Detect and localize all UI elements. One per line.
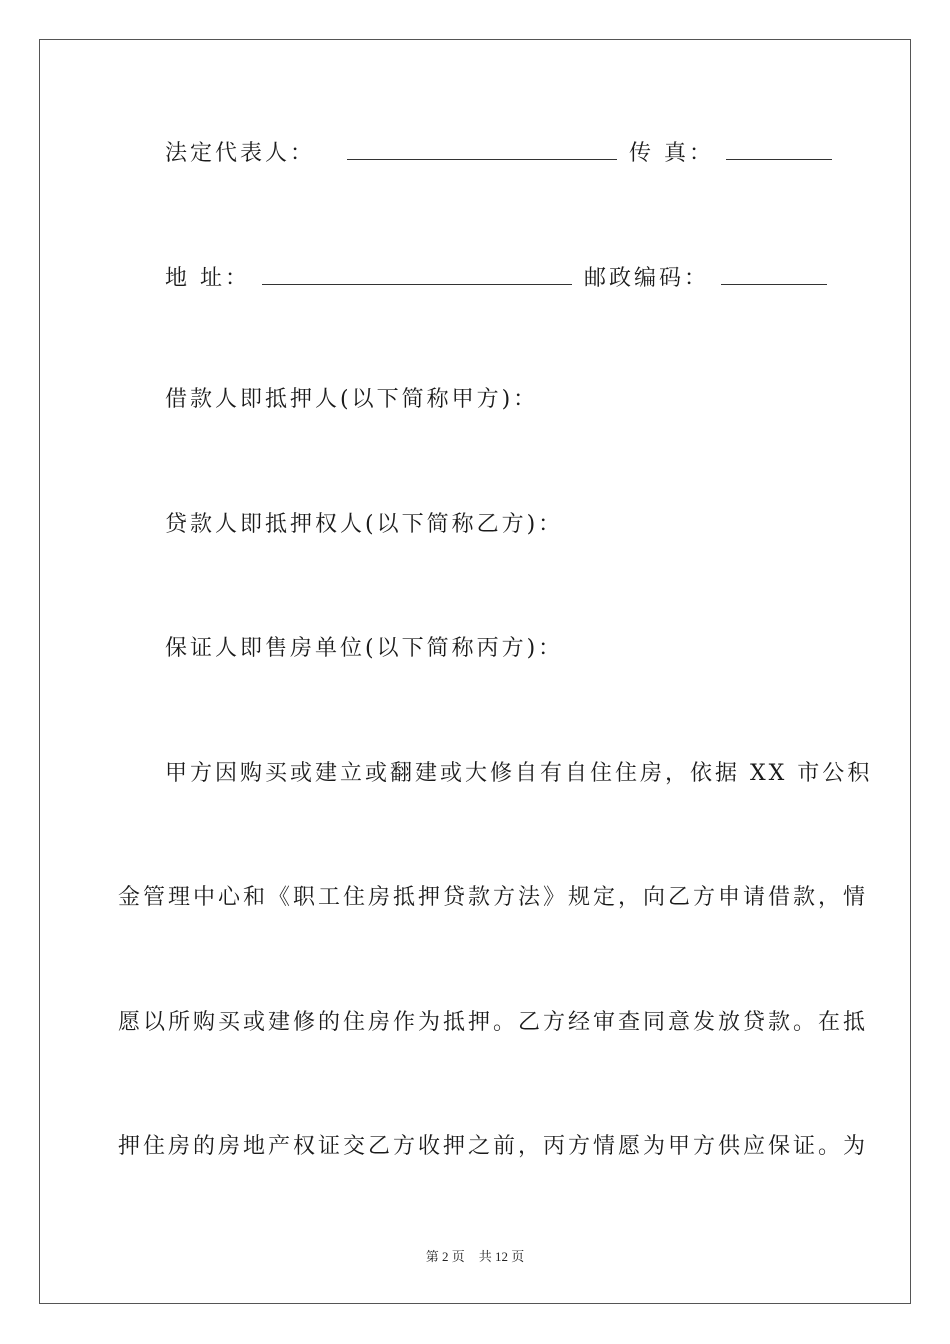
fax-label: 传 真： <box>629 141 715 166</box>
address-label: 地 址： <box>165 266 250 291</box>
body-line-1: 甲方因购买或建立或翻建或大修自有自住住房，依据 XX 市公积 <box>165 761 873 786</box>
page-frame <box>39 39 911 1304</box>
borrower-line: 借款人即抵押人(以下简称甲方)： <box>165 387 539 412</box>
postcode-blank[interactable] <box>721 262 827 285</box>
guarantor-line: 保证人即售房单位(以下简称丙方)： <box>165 636 564 661</box>
address-row <box>165 262 829 294</box>
body-line-3: 愿以所购买或建修的住房作为抵押。乙方经审查同意发放贷款。在抵 <box>118 1010 869 1035</box>
postcode-label: 邮政编码： <box>584 266 710 291</box>
body-line-2: 金管理中心和《职工住房抵押贷款方法》规定，向乙方申请借款，情 <box>118 885 869 910</box>
page-footer <box>0 1246 950 1265</box>
page-total: 共 12 页 <box>478 1249 525 1264</box>
legal-rep-label: 法定代表人： <box>165 141 316 166</box>
fax-blank[interactable] <box>726 137 832 160</box>
legal-rep-row <box>165 137 834 169</box>
page-number: 第 2 页 <box>425 1249 465 1264</box>
lender-line: 贷款人即抵押权人(以下简称乙方)： <box>165 512 564 537</box>
legal-rep-blank[interactable] <box>347 137 617 160</box>
address-blank[interactable] <box>262 262 572 285</box>
body-line-4: 押住房的房地产权证交乙方收押之前，丙方情愿为甲方供应保证。为 <box>118 1134 869 1159</box>
